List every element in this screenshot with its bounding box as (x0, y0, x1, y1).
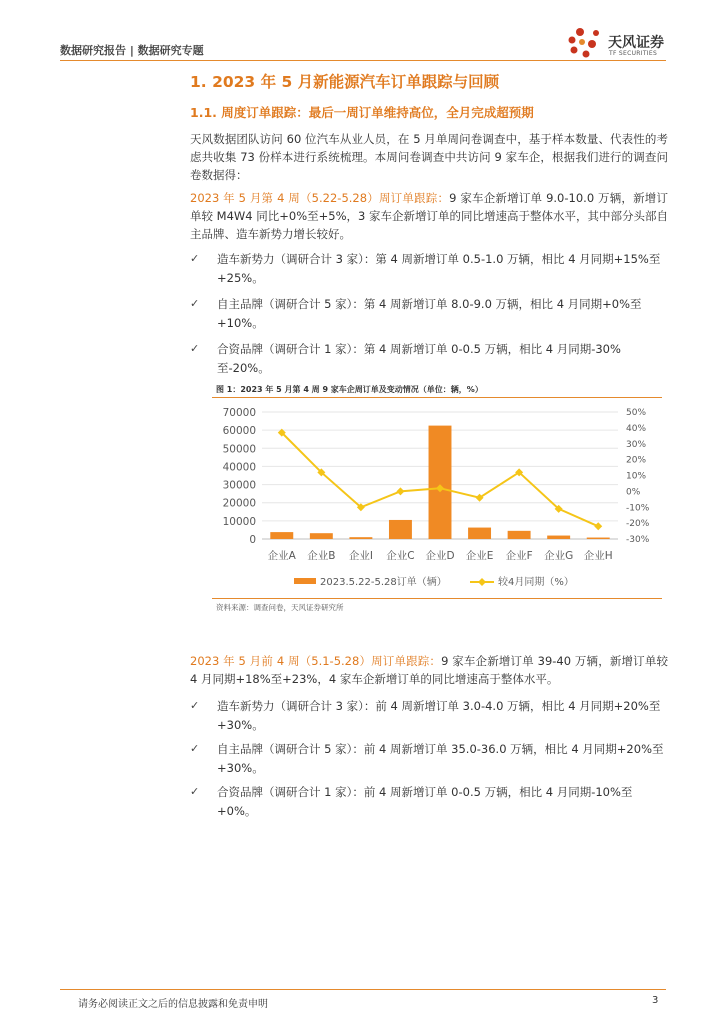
left-axis-tick-label: 10000 (222, 515, 256, 528)
category-label: 企业F (505, 550, 533, 562)
category-label: 企业G (544, 550, 574, 562)
logo-text: 天风证券 (608, 35, 664, 51)
check-icon: ✓ (190, 297, 200, 310)
month-text: 9 家车企新增订单 39-40 万辆，新增订单较 4 月同期+18%至+23%，4 家车企新增订单的同比增速高于整体水平。 (190, 654, 668, 686)
figure-bottom-rule (212, 598, 662, 599)
subsection-title: 1.1. 周度订单跟踪：最后一周订单维持高位，全月完成超预期 (190, 105, 534, 120)
check-icon: ✓ (190, 699, 200, 712)
logo-subtext: TF SECURITIES (609, 50, 658, 57)
legend-label-line: 较4月同期（%） (498, 577, 574, 588)
left-axis-tick-label: 0 (249, 534, 256, 546)
right-axis-tick-label: -10% (626, 503, 650, 514)
month-lead: 2023 年 5 月前 4 周（5.1-5.28）周订单跟踪： (190, 654, 442, 668)
right-axis-tick-label: -20% (626, 519, 650, 530)
check-icon: ✓ (190, 342, 200, 355)
tf-logo-icon (566, 24, 608, 62)
category-label: 企业D (425, 550, 455, 562)
right-axis-tick-label: 0% (626, 487, 641, 498)
bar (310, 533, 333, 539)
right-axis-tick-label: 20% (626, 455, 647, 466)
bar (270, 532, 293, 539)
section-title: 1. 2023 年 5 月新能源汽车订单跟踪与回顾 (190, 73, 500, 91)
legend-label-bars: 2023.5.22-5.28订单（辆） (320, 577, 447, 588)
figure-top-rule (212, 397, 662, 398)
right-axis-tick-label: 30% (626, 439, 647, 450)
week4-bullet: 自主品牌（调研合计 5 家）：第 4 周新增订单 8.0-9.0 万辆，相比 4 月同期+0%至+10%。 (217, 297, 642, 330)
bar (587, 538, 610, 539)
report-category: 数据研究报告 | 数据研究专题 (60, 44, 204, 57)
week4-lead: 2023 年 5 月第 4 周（5.22-5.28）周订单跟踪： (190, 191, 450, 205)
line-point (594, 522, 602, 530)
month-bullet: 造车新势力（调研合计 3 家）：前 4 周新增订单 3.0-4.0 万辆，相比 4 月同期+20%至+30%。 (217, 699, 661, 732)
intro-paragraph: 天风数据团队访问 60 位汽车从业人员，在 5 月单周问卷调查中，基于样本数量、代表性的考虑共收集 73 份样本进行系统梳理。本周问卷调查中共访问 9 家车企，根据我们进行的调查问卷数据得： (190, 132, 668, 182)
left-axis-tick-label: 30000 (222, 479, 256, 492)
month-bullet: 合资品牌（调研合计 1 家）：前 4 周新增订单 0-0.5 万辆，相比 4 月同期-10%至+0%。 (217, 785, 633, 818)
bar (429, 426, 452, 539)
legend-swatch-bars (294, 578, 316, 584)
right-axis-tick-label: 50% (626, 408, 647, 418)
line-point (396, 487, 404, 495)
category-label: 企业E (465, 550, 494, 562)
bar (547, 536, 570, 539)
left-axis-tick-label: 70000 (222, 407, 256, 419)
figure-source: 资料来源：调查问卷，天风证券研究所 (216, 603, 344, 612)
week4-bullet: 合资品牌（调研合计 1 家）：第 4 周新增订单 0-0.5 万辆，相比 4 月同期-30%至-20%。 (217, 342, 621, 375)
left-axis-tick-label: 60000 (222, 425, 256, 438)
header-divider (60, 60, 666, 61)
bar (389, 520, 412, 539)
check-icon: ✓ (190, 252, 200, 265)
month-paragraph (190, 652, 668, 688)
week4-text: 9 家车企新增订单 9.0-10.0 万辆，新增订单较 M4W4 同比+0%至+5%，3 家车企新增订单的同比增速高于整体水平，其中部分头部自主品牌、造车新势力增长较好。 (190, 191, 668, 241)
category-label: 企业B (307, 550, 336, 562)
right-axis-tick-label: 40% (626, 423, 647, 434)
bar (468, 528, 491, 539)
category-label: 企业A (267, 550, 296, 562)
week4-bullet: 造车新势力（调研合计 3 家）：第 4 周新增订单 0.5-1.0 万辆，相比 4 月同期+15%至+25%。 (217, 252, 661, 285)
category-label: 企业I (348, 550, 373, 562)
week4-paragraph (190, 189, 668, 243)
bar (349, 537, 372, 539)
check-icon: ✓ (190, 785, 200, 798)
right-axis-tick-label: 10% (626, 471, 647, 482)
legend-marker-line (478, 578, 486, 586)
footer-divider (60, 989, 666, 990)
left-axis-tick-label: 50000 (222, 443, 256, 456)
orders-chart (212, 400, 662, 596)
footer-disclaimer: 请务必阅读正文之后的信息披露和免责申明 (78, 999, 268, 1010)
right-axis-tick-label: -30% (626, 535, 650, 545)
left-axis-tick-label: 40000 (222, 461, 256, 474)
category-label: 企业H (583, 550, 613, 562)
page-number: 3 (652, 995, 659, 1006)
check-icon: ✓ (190, 742, 200, 755)
category-label: 企业C (386, 550, 415, 562)
figure-title: 图 1：2023 年 5 月第 4 周 9 家车企周订单及变动情况（单位：辆，%） (216, 385, 483, 394)
month-bullet: 自主品牌（调研合计 5 家）：前 4 周新增订单 35.0-36.0 万辆，相比 4 月同期+20%至+30%。 (217, 742, 664, 775)
left-axis-tick-label: 20000 (222, 497, 256, 510)
bar (508, 531, 531, 539)
